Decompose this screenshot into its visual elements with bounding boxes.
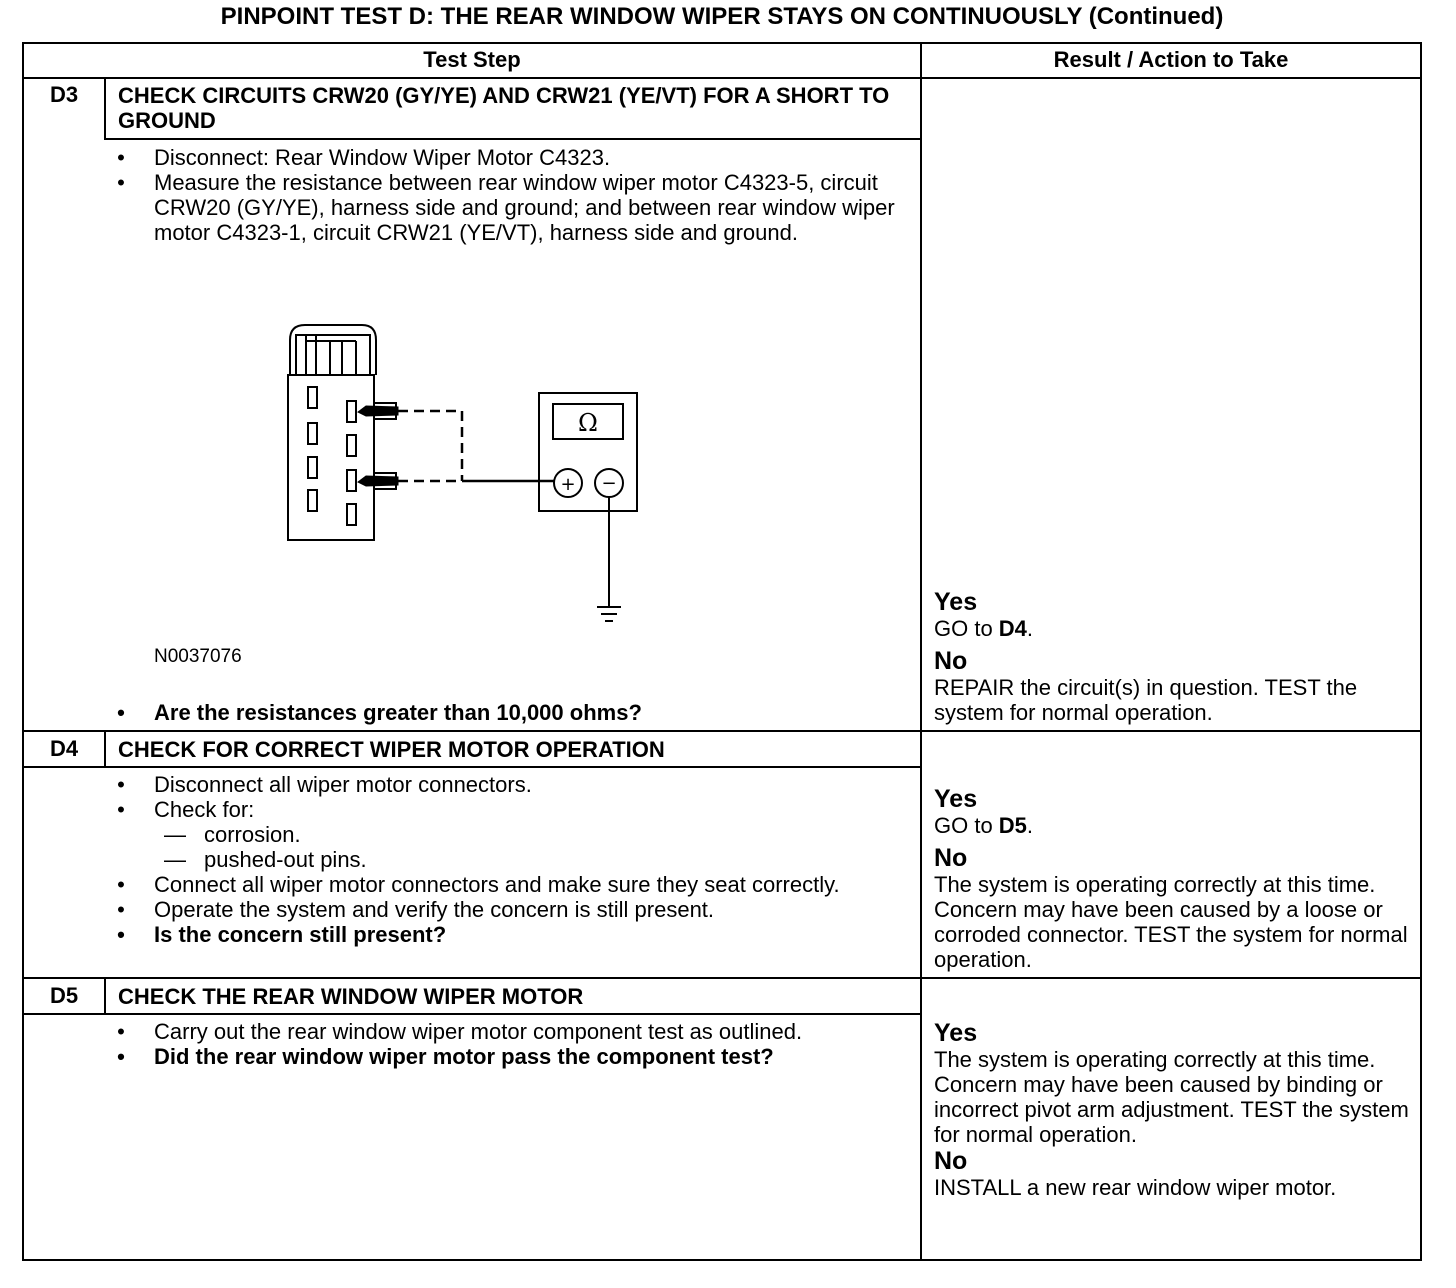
step-id-d3: D3 bbox=[49, 82, 79, 107]
list-item: • Disconnect all wiper motor connectors. bbox=[117, 772, 532, 797]
no-action: The system is operating correctly at this time. Concern may have been caused by a loose or corroded connector. TEST the system for normal operation. bbox=[934, 872, 1408, 972]
plus-terminal: + bbox=[560, 474, 576, 495]
result-d5 bbox=[934, 1019, 1414, 1200]
list-item: • Is the concern still present? bbox=[117, 922, 447, 947]
page-title: PINPOINT TEST D: THE REAR WINDOW WIPER STAYS ON CONTINUOUSLY (Continued) bbox=[220, 3, 1224, 30]
yes-label: Yes bbox=[934, 1019, 978, 1047]
step-d5-instructions bbox=[116, 1019, 906, 1069]
test-lead-icon bbox=[398, 411, 462, 481]
no-action: REPAIR the circuit(s) in question. TEST the system for normal operation. bbox=[934, 675, 1358, 725]
header-test-step: Test Step bbox=[423, 47, 521, 72]
yes-label: Yes bbox=[934, 785, 978, 813]
list-item: • Connect all wiper motor connectors and make sure they seat correctly. bbox=[117, 872, 840, 897]
step-id-d4: D4 bbox=[49, 736, 79, 761]
yes-label: Yes bbox=[934, 588, 978, 616]
result-d3 bbox=[934, 588, 1414, 725]
no-label: No bbox=[934, 647, 968, 675]
step-d3-question bbox=[116, 700, 906, 725]
no-action: INSTALL a new rear window wiper motor. bbox=[934, 1175, 1337, 1200]
step-d4-instructions bbox=[116, 772, 906, 947]
connector-ohmmeter-diagram bbox=[270, 315, 650, 635]
list-item: — pushed-out pins. bbox=[164, 847, 367, 872]
connector-icon bbox=[288, 325, 396, 540]
list-item: • Did the rear window wiper motor pass the component test? bbox=[117, 1044, 774, 1069]
step-title-d5: CHECK THE REAR WINDOW WIPER MOTOR bbox=[118, 984, 584, 1009]
list-item: — corrosion. bbox=[164, 822, 301, 847]
list-item: • Check for: bbox=[117, 797, 255, 822]
list-item: • Are the resistances greater than 10,000 ohms? bbox=[117, 700, 642, 725]
yes-action: The system is operating correctly at this time. Concern may have been caused by binding or incorrect pivot arm adjustment. TEST the system for normal operation. bbox=[934, 1047, 1409, 1147]
step-title-d3: CHECK CIRCUITS CRW20 (GY/YE) AND CRW21 (YE/VT) FOR A SHORT TO GROUND bbox=[118, 83, 890, 133]
no-label: No bbox=[934, 1147, 968, 1175]
yes-action: GO to D5. bbox=[934, 813, 1034, 838]
step-d3-instructions bbox=[116, 145, 906, 245]
minus-terminal: − bbox=[601, 473, 617, 494]
header-result: Result / Action to Take bbox=[1053, 47, 1289, 72]
no-label: No bbox=[934, 844, 968, 872]
ground-icon bbox=[597, 497, 621, 621]
list-item: • Measure the resistance between rear window wiper motor C4323-5, circuit CRW20 (GY/YE), harness side and ground; and between rear window wiper motor C4323-1, circuit CRW21 (YE/VT), harness side and ground. bbox=[117, 170, 895, 245]
yes-action: GO to D4. bbox=[934, 616, 1034, 641]
figure-id: N0037076 bbox=[154, 646, 242, 667]
step-title-d4: CHECK FOR CORRECT WIPER MOTOR OPERATION bbox=[118, 737, 665, 762]
list-item: • Operate the system and verify the concern is still present. bbox=[117, 897, 715, 922]
list-item: • Carry out the rear window wiper motor component test as outlined. bbox=[117, 1019, 803, 1044]
list-item: • Disconnect: Rear Window Wiper Motor C4323. bbox=[117, 145, 611, 170]
result-d4 bbox=[934, 785, 1414, 972]
ohm-symbol: Ω bbox=[578, 409, 598, 437]
step-id-d5: D5 bbox=[49, 983, 79, 1008]
